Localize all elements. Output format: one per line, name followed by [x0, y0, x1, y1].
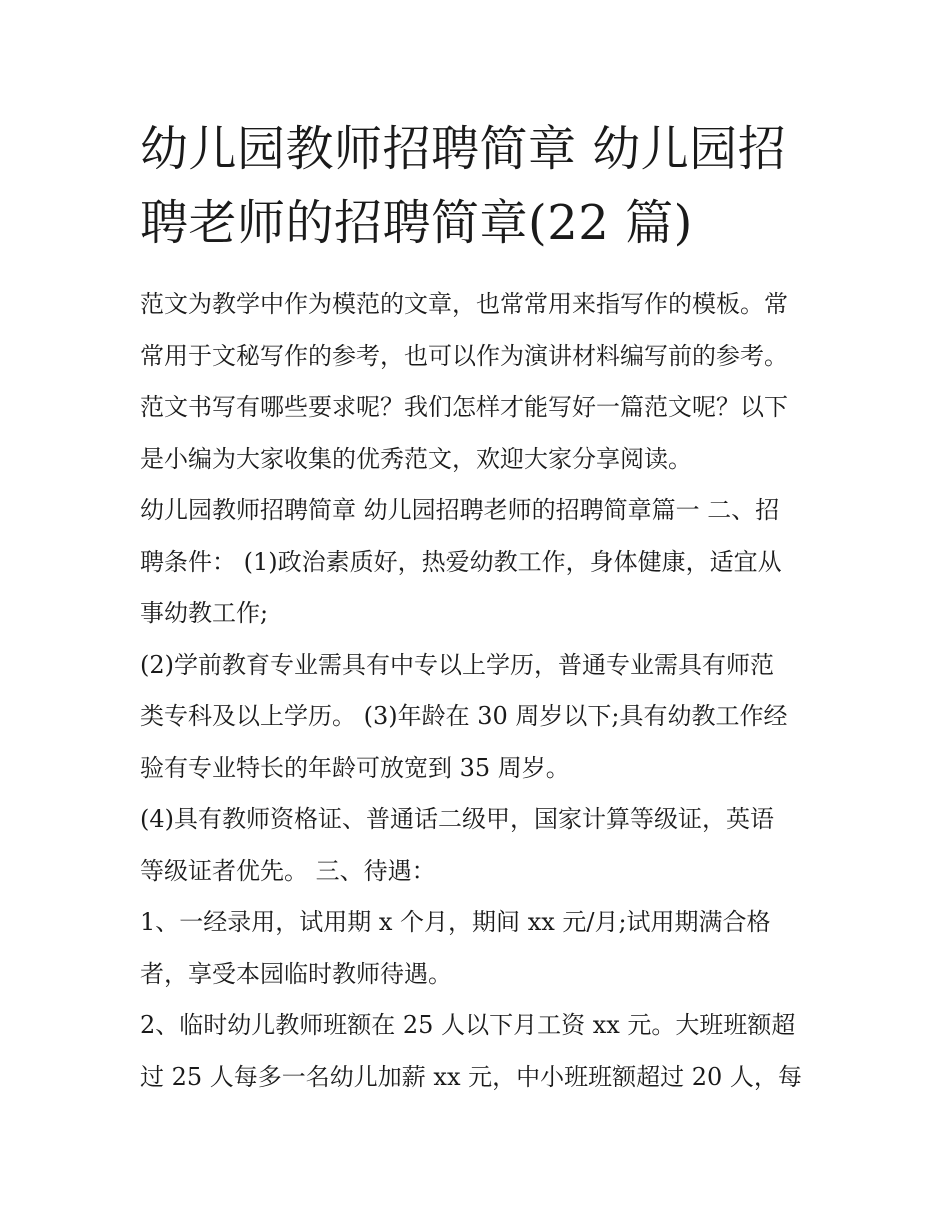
title-line-1: 幼儿园教师招聘简章 幼儿园招 [140, 121, 787, 177]
document-body [140, 279, 820, 1103]
title-line-2: 聘老师的招聘简章(22 篇) [140, 195, 693, 251]
body-line-13: 1、一经录用，试用期 x 个月，期间 xx 元/月;试用期满合格 [140, 908, 771, 936]
body-line-14: 者，享受本园临时教师待遇。 [140, 959, 452, 988]
body-line-16: 过 25 人每多一名幼儿加薪 xx 元，中小班班额超过 20 人，每 [140, 1062, 802, 1091]
body-line-8: (2)学前教育专业需具有中专以上学历，普通专业需具有师范 [140, 650, 774, 679]
body-line-5: 幼儿园教师招聘简章 幼儿园招聘老师的招聘简章篇一 二、招 [140, 496, 780, 524]
body-line-2: 常用于文秘写作的参考，也可以作为演讲材料编写前的参考。 [140, 341, 788, 370]
document-title [140, 112, 820, 260]
body-line-15: 2、临时幼儿教师班额在 25 人以下月工资 xx 元。大班班额超 [140, 1011, 796, 1039]
body-line-4: 是小编为大家收集的优秀范文，欢迎大家分享阅读。 [140, 444, 692, 473]
body-line-1: 范文为教学中作为模范的文章，也常常用来指写作的模板。常 [140, 290, 788, 318]
body-line-7: 事幼教工作; [140, 599, 269, 627]
body-line-6: 聘条件： (1)政治素质好，热爱幼教工作，身体健康，适宜从 [140, 547, 782, 576]
body-line-12: 等级证者优先。 三、待遇： [140, 856, 436, 885]
body-line-9: 类专科及以上学历。 (3)年龄在 30 周岁以下;具有幼教工作经 [140, 702, 788, 730]
body-line-3: 范文书写有哪些要求呢？我们怎样才能写好一篇范文呢？以下 [140, 393, 788, 421]
body-line-10: 验有专业特长的年龄可放宽到 35 周岁。 [140, 753, 570, 782]
body-line-11: (4)具有教师资格证、普通话二级甲，国家计算等级证，英语 [140, 805, 774, 833]
